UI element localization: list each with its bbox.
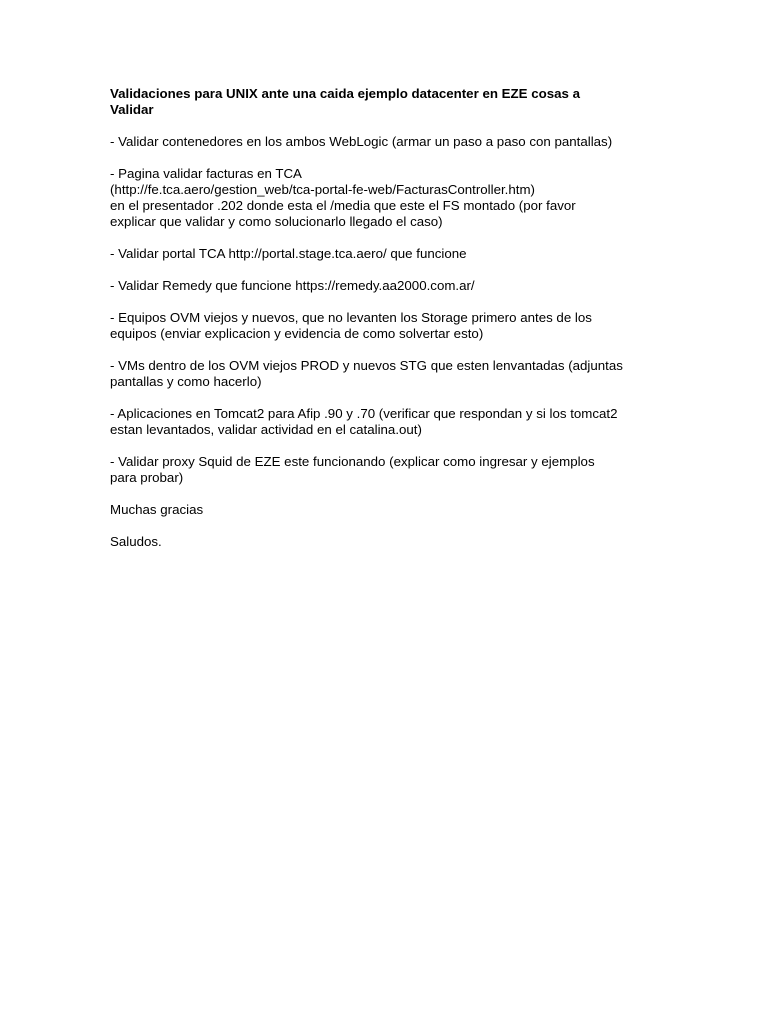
closing-greeting (110, 534, 666, 550)
document-title (110, 86, 666, 118)
title-line: Validar (110, 102, 154, 117)
text-line: Saludos. (110, 534, 162, 549)
title-line: Validaciones para UNIX ante una caida ejemplo datacenter en EZE cosas a (110, 86, 581, 101)
paragraph-tomcat (110, 406, 666, 438)
closing-thanks (110, 502, 666, 518)
paragraph-remedy (110, 278, 666, 294)
text-line: - Equipos OVM viejos y nuevos, que no levanten los Storage primero antes de los (110, 310, 592, 325)
paragraph-proxy-squid (110, 454, 666, 486)
paragraph-vms (110, 358, 666, 390)
text-line: - VMs dentro de los OVM viejos PROD y nuevos STG que esten lenvantadas (adjuntas (110, 358, 623, 373)
text-line: - Aplicaciones en Tomcat2 para Afip .90 y .70 (verificar que respondan y si los tomcat2 (110, 406, 618, 421)
text-line: explicar que validar y como solucionarlo llegado el caso) (110, 214, 443, 229)
paragraph-facturas (110, 166, 666, 230)
text-line: estan levantados, validar actividad en el catalina.out) (110, 422, 422, 437)
text-line: - Validar portal TCA http://portal.stage.tca.aero/ que funcione (110, 246, 467, 261)
text-line: en el presentador .202 donde esta el /media que este el FS montado (por favor (110, 198, 576, 213)
text-line: - Validar contenedores en los ambos WebLogic (armar un paso a paso con pantallas) (110, 134, 613, 149)
text-line: pantallas y como hacerlo) (110, 374, 262, 389)
text-line: equipos (enviar explicacion y evidencia de como solvertar esto) (110, 326, 484, 341)
text-line: Muchas gracias (110, 502, 204, 517)
paragraph-portal-tca (110, 246, 666, 262)
text-line: - Pagina validar facturas en TCA (110, 166, 302, 181)
text-line: - Validar proxy Squid de EZE este funcionando (explicar como ingresar y ejemplos (110, 454, 595, 469)
paragraph-weblogic (110, 134, 666, 150)
text-line: para probar) (110, 470, 184, 485)
text-line: - Validar Remedy que funcione https://remedy.aa2000.com.ar/ (110, 278, 475, 293)
text-line: (http://fe.tca.aero/gestion_web/tca-portal-fe-web/FacturasController.htm) (110, 182, 535, 197)
paragraph-ovm-equipos (110, 310, 666, 342)
document-page (110, 86, 666, 566)
